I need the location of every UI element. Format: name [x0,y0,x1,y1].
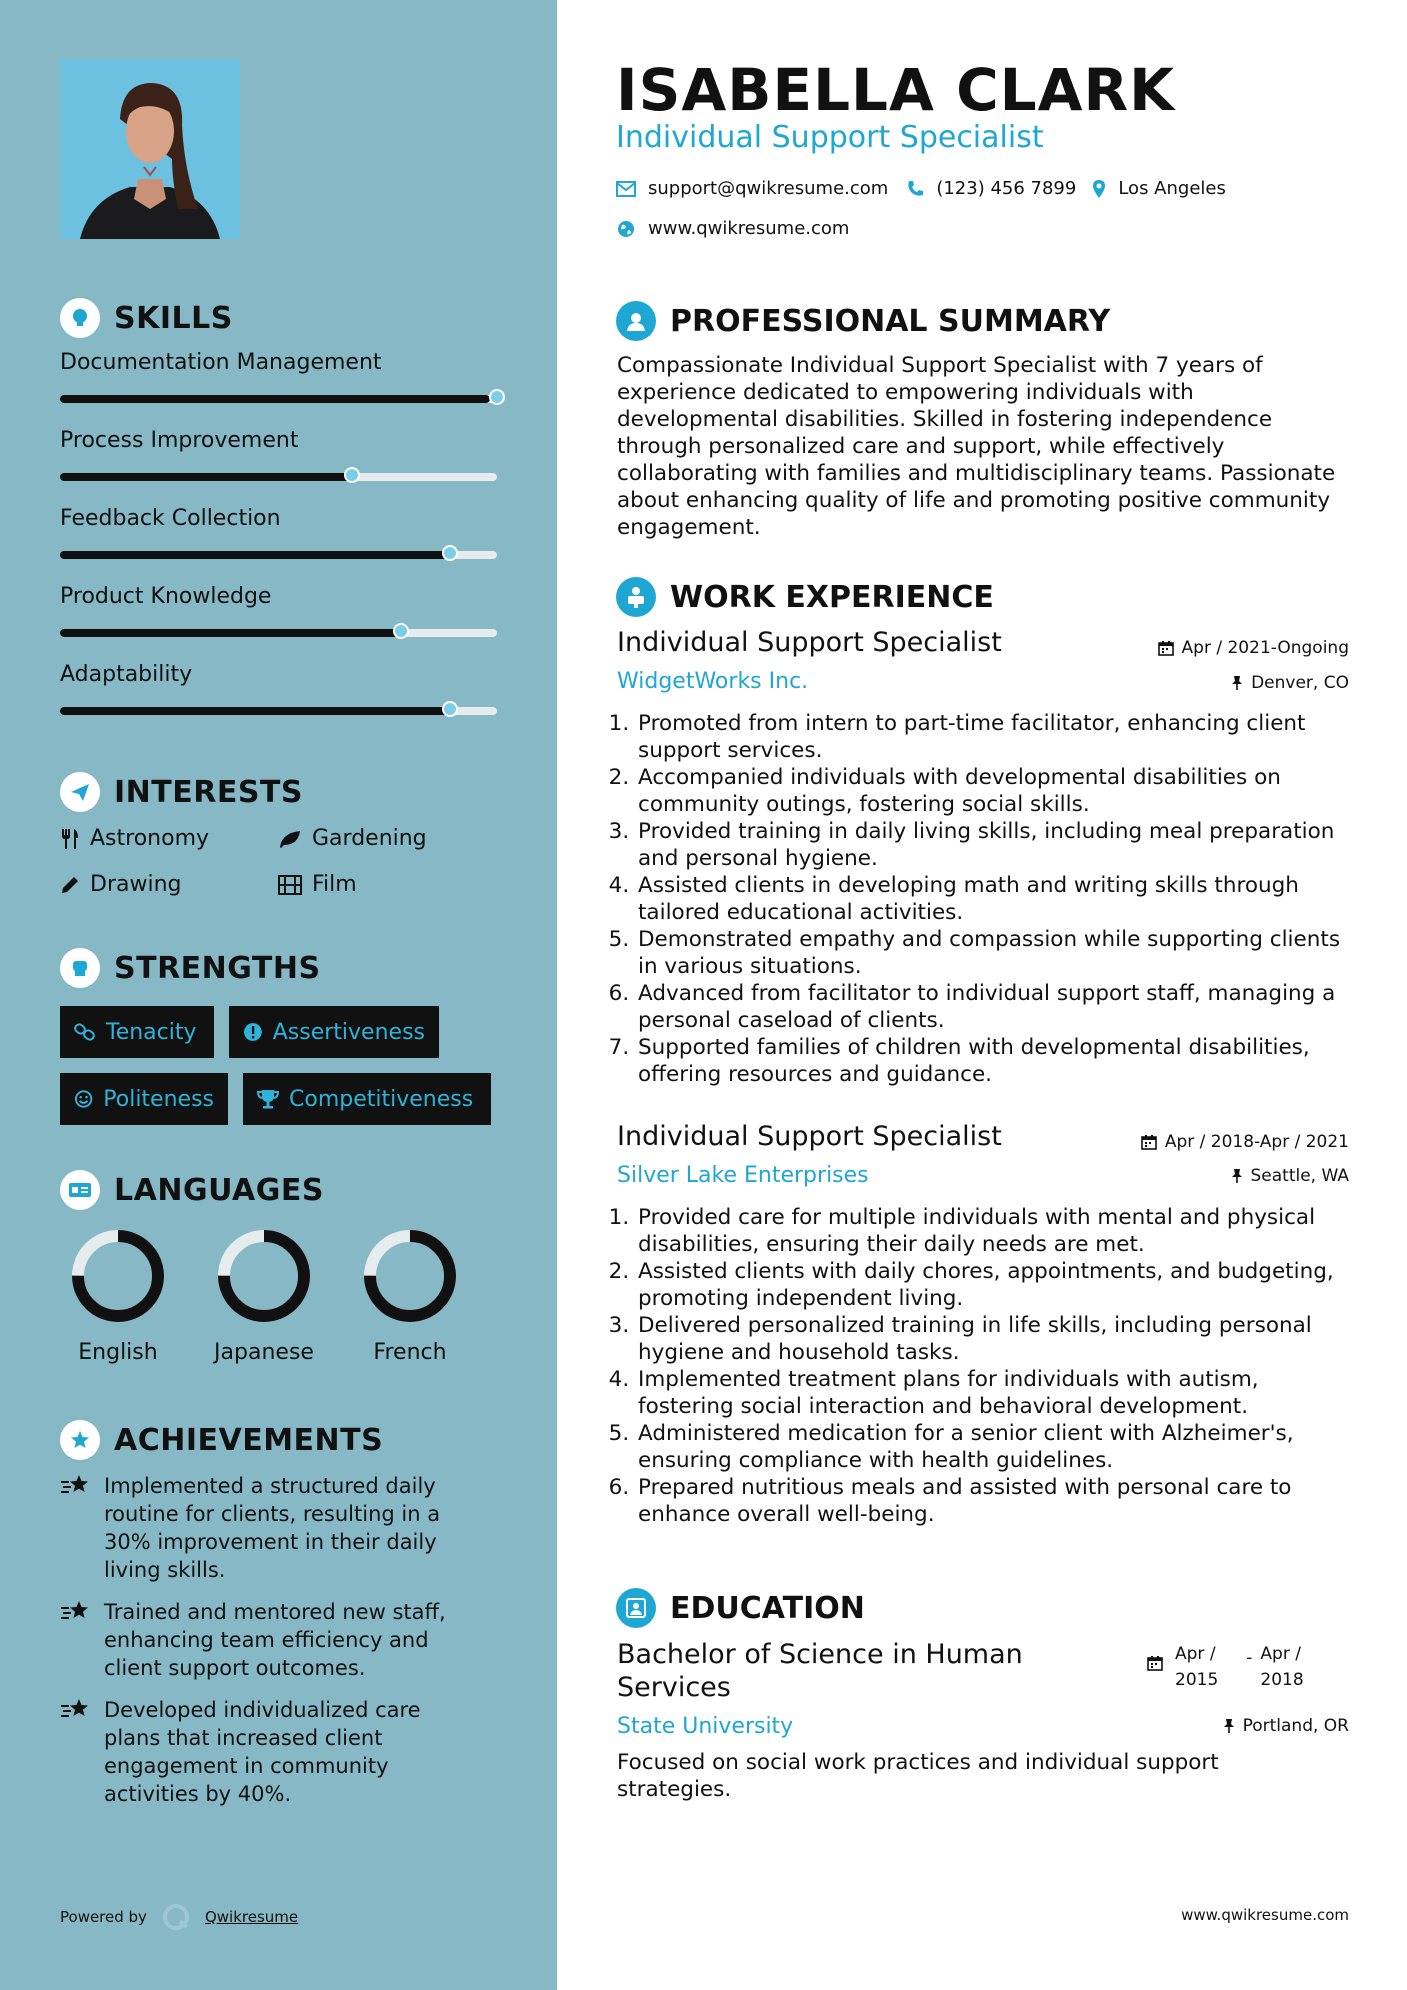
duty-item: 2. Accompanied individuals with developmental disabilities on community outings, fostering social skills. [636,764,1357,818]
skill-name: Adaptability [60,662,193,687]
skill-bar [60,707,497,715]
language-item [194,1226,334,1365]
skill-bar-knob [442,701,458,717]
pushpin-icon [1231,1168,1243,1184]
job-location [1231,1166,1350,1186]
film-icon [278,875,302,895]
qwikresume-link[interactable]: Qwikresume [204,1908,299,1926]
strength-label: Tenacity [106,1019,197,1045]
duty-item: 1. Promoted from intern to part-time facilitator, enhancing client support services. [636,710,1357,764]
strength-label: Competitiveness [289,1086,474,1112]
footer-url[interactable]: www.qwikresume.com [1181,1906,1349,1924]
skill-bar-fill [60,551,450,559]
powered-by-label: Powered by [60,1908,147,1926]
strengths-title: STRENGTHS [114,950,321,986]
job-location [1231,673,1349,693]
paper-plane-icon [60,772,100,812]
job-title: Individual Support Specialist [617,1121,1002,1152]
education-header [616,1588,865,1628]
job-location-text: Denver, CO [1251,673,1349,693]
interest-label: Film [312,872,357,897]
job-dates-text: Apr / 2021-Ongoing [1181,638,1349,658]
interest-label: Astronomy [90,826,210,851]
user-icon [616,301,656,341]
job-title-heading: Individual Support Specialist [616,120,1044,155]
shooting-star-icon [60,1473,92,1499]
contact-row [616,178,1226,199]
skills-header [60,298,233,338]
language-item [340,1226,480,1365]
language-card-icon [60,1170,100,1210]
summary-text: Compassionate Individual Support Specialist with 7 years of experience dedicated to empowering individuals with developmental disabilities. Skilled in fostering independence through personalized care and support, while effectively collaborating with families and multidisciplinary teams. Passionate about enhancing quality of life and promoting positive community engagement. [617,353,1336,540]
company-name: WidgetWorks Inc. [617,669,809,694]
location: Los Angeles [1118,178,1226,199]
education-start [1175,1641,1218,1693]
profile-photo [60,59,240,239]
interest-item [278,872,357,897]
interests-header [60,772,303,812]
languages-title: LANGUAGES [114,1172,324,1208]
website[interactable]: www.qwikresume.com [648,218,850,239]
candidate-name: ISABELLA CLARK [616,56,1176,124]
experience-title: WORK EXPERIENCE [670,579,994,615]
shooting-star-icon [60,1697,92,1723]
skill-bar [60,629,497,637]
skills-title: SKILLS [114,300,233,336]
summary-title: PROFESSIONAL SUMMARY [670,303,1111,339]
duty-item: 3. Provided training in daily living skills, including meal preparation and personal hygiene. [636,818,1357,872]
smile-icon [74,1089,93,1109]
duty-item: 1. Provided care for multiple individuals with mental and physical disabilities, ensuring their daily needs are met. [636,1204,1357,1258]
skill-bar [60,395,497,403]
achievement-item [60,1472,480,1584]
duty-item: 6. Advanced from facilitator to individual support staff, managing a personal caseload of clients. [636,980,1357,1034]
duty-item: 4. Implemented treatment plans for individuals with autism, fostering social interaction and behavioral development. [636,1366,1357,1420]
degree-line-2: Services [617,1672,731,1703]
skill-name: Product Knowledge [60,584,272,609]
job-dates-text: Apr / 2018-Apr / 2021 [1164,1132,1349,1152]
education-end-year: 2018 [1260,1670,1304,1690]
interest-item [60,826,209,851]
education-title: EDUCATION [670,1590,865,1626]
link-icon [74,1023,96,1041]
calendar-icon [1141,1134,1157,1150]
degree [617,1638,1023,1704]
skill-name: Documentation Management [60,350,382,375]
language-donut [68,1226,168,1326]
summary-header [616,301,1110,341]
envelope-icon [616,181,636,197]
education-start-month: Apr / [1175,1644,1216,1664]
education-location-text: Portland, OR [1242,1716,1349,1736]
achievement-text: Trained and mentored new staff, enhancing team efficiency and client support outcomes. [104,1600,446,1680]
skill-item [60,428,497,506]
skills-list [60,350,497,740]
phone[interactable]: (123) 456 7899 [936,178,1077,199]
interest-item [278,826,427,851]
experience-header [616,577,994,617]
qwikresume-logo-icon [161,1902,191,1932]
skill-bar-knob [489,389,505,405]
achievement-item [60,1696,480,1808]
website-row [616,218,849,239]
language-donut [360,1226,460,1326]
education-date-dash: - [1246,1648,1253,1668]
languages-header [60,1170,324,1210]
strength-label: Assertiveness [272,1019,425,1045]
shooting-star-icon [60,1599,92,1625]
calendar-icon [1158,640,1174,656]
skill-bar [60,551,497,559]
job-dates [1158,638,1349,658]
duty-item: 2. Assisted clients with daily chores, appointments, and budgeting, promoting independent living. [636,1258,1357,1312]
duty-item: 3. Delivered personalized training in life skills, including personal hygiene and household tasks. [636,1312,1357,1366]
interest-item [60,872,181,897]
fist-icon [60,948,100,988]
language-item [48,1226,188,1365]
pencil-icon [60,875,80,895]
pushpin-icon [1231,675,1243,691]
achievements-title: ACHIEVEMENTS [114,1422,384,1458]
skill-bar-fill [60,395,490,403]
skill-bar-knob [344,467,360,483]
skill-item [60,350,497,428]
duty-item: 4. Assisted clients in developing math and writing skills through tailored educational activities. [636,872,1357,926]
education-description: Focused on social work practices and individual support strategies. [617,1750,1219,1802]
education-dates [1147,1641,1304,1693]
graduate-icon [616,1588,656,1628]
education-start-year: 2015 [1175,1670,1219,1690]
interest-label: Gardening [312,826,427,851]
strength-label: Politeness [103,1086,214,1112]
pushpin-icon [1223,1718,1235,1734]
skill-item [60,662,497,740]
education-end-month: Apr / [1260,1644,1301,1664]
star-badge-icon [60,1420,100,1460]
skill-item [60,506,497,584]
duty-item: 5. Demonstrated empathy and compassion while supporting clients in various situations. [636,926,1357,980]
calendar-icon [1147,1655,1163,1671]
leaf-icon [278,829,302,849]
skill-bar-knob [393,623,409,639]
duty-item: 7. Supported families of children with developmental disabilities, offering resources and guidance. [636,1034,1357,1088]
strength-badge [229,1006,439,1058]
strength-badge [60,1073,228,1125]
skill-name: Feedback Collection [60,506,281,531]
globe-icon [616,219,636,239]
achievements-list [60,1472,480,1808]
strengths-header [60,948,321,988]
powered-by [60,1902,298,1932]
school-name: State University [617,1714,794,1739]
strength-badge [60,1006,214,1058]
interests-title: INTERESTS [114,774,303,810]
achievement-text: Developed individualized care plans that increased client engagement in community activities by 40%. [104,1698,421,1806]
lightbulb-icon [60,298,100,338]
education-location [1223,1716,1349,1736]
achievement-text: Implemented a structured daily routine for clients, resulting in a 30% improvement in their daily living skills. [104,1474,441,1582]
map-marker-icon [1092,179,1106,199]
achievement-item [60,1598,480,1682]
skill-name: Process Improvement [60,428,299,453]
skill-item [60,584,497,662]
skill-bar-fill [60,629,401,637]
duty-item: 6. Prepared nutritious meals and assisted with personal care to enhance overall well-being. [636,1474,1357,1528]
company-name: Silver Lake Enterprises [617,1163,869,1188]
language-name: English [78,1340,158,1365]
presenter-icon [616,577,656,617]
skill-bar-fill [60,707,450,715]
language-name: French [373,1340,447,1365]
language-donut [214,1226,314,1326]
utensils-icon [60,828,80,850]
education-end [1260,1641,1303,1693]
language-name: Japanese [214,1340,314,1365]
strength-badge [243,1073,491,1125]
duties-list [612,1204,1357,1528]
trophy-icon [257,1089,279,1109]
email[interactable]: support@qwikresume.com [648,178,889,199]
phone-icon [906,180,924,198]
job-dates [1141,1132,1349,1152]
duties-list [612,710,1357,1088]
job-title: Individual Support Specialist [617,627,1002,658]
exclamation-icon [243,1022,263,1042]
job-location-text: Seattle, WA [1250,1166,1349,1186]
skill-bar-knob [442,545,458,561]
skill-bar-fill [60,473,352,481]
interest-label: Drawing [90,872,182,897]
degree-line-1: Bachelor of Science in Human [617,1639,1023,1670]
achievements-header [60,1420,383,1460]
skill-bar [60,473,497,481]
duty-item: 5. Administered medication for a senior client with Alzheimer's, ensuring compliance with health guidelines. [636,1420,1357,1474]
